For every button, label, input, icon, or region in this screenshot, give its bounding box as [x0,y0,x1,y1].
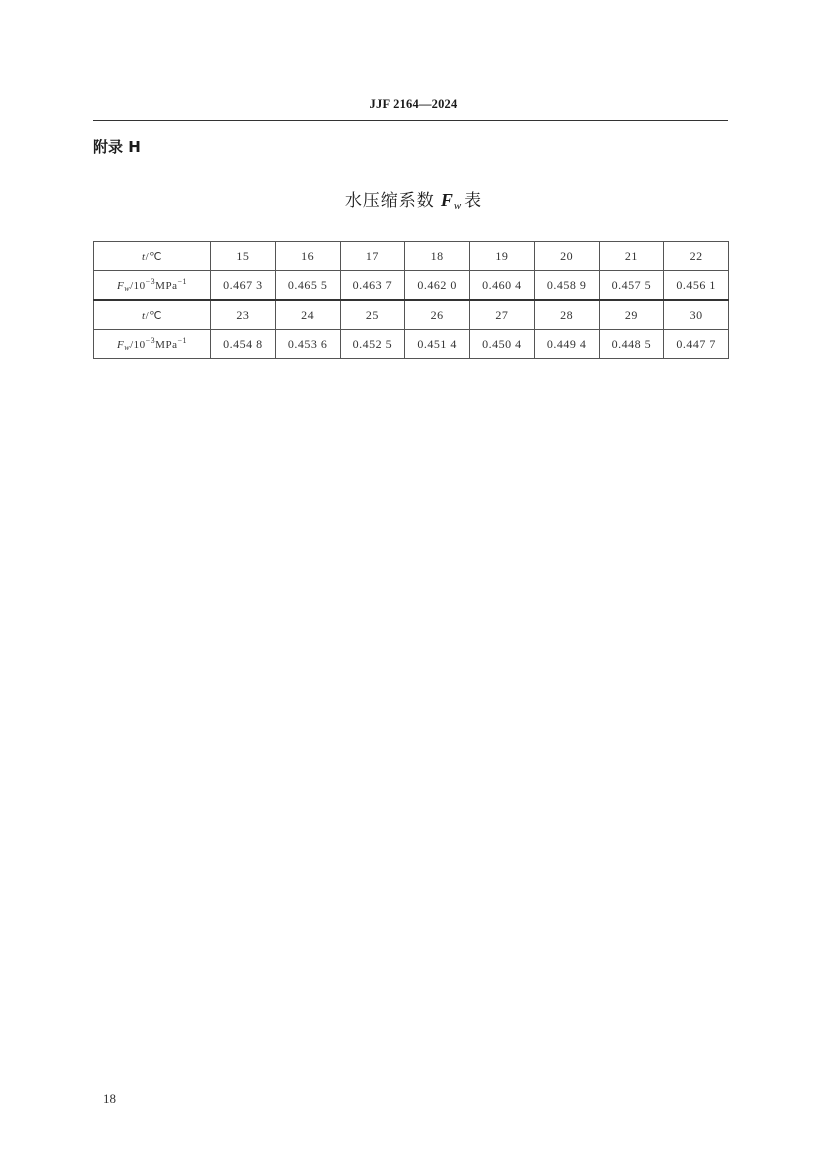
header-rule [93,120,728,121]
appendix-label: 附录 H [93,138,141,156]
table-cell: 27 [470,300,535,330]
table-cell: 20 [534,242,599,271]
table-cell: 21 [599,242,664,271]
table-cell: 0.462 0 [405,271,470,301]
table-row-fw-1 [94,271,729,301]
table-cell: 24 [275,300,340,330]
table-cell: 0.452 5 [340,330,405,359]
table-cell: 0.457 5 [599,271,664,301]
table-cell: 22 [664,242,729,271]
table-cell: 0.447 7 [664,330,729,359]
table-cell: 26 [405,300,470,330]
table-cell: 17 [340,242,405,271]
table-title-text: 水压缩系数 [344,191,435,211]
table-title-subscript: w [453,200,463,212]
table-cell: 0.467 3 [211,271,276,301]
table-row-temperature-2 [94,300,729,330]
row-label-temperature: t/℃ [94,242,211,271]
table-cell: 0.448 5 [599,330,664,359]
table-cell: 16 [275,242,340,271]
table-title-symbol: F [440,190,454,210]
table-cell: 18 [405,242,470,271]
table-cell: 0.465 5 [275,271,340,301]
page-number: 18 [103,1091,116,1106]
table-cell: 0.453 6 [275,330,340,359]
table-cell: 25 [340,300,405,330]
table-row-temperature-1 [94,242,729,271]
row-label-temperature: t/℃ [94,300,211,330]
table-cell: 0.449 4 [534,330,599,359]
table-cell: 0.463 7 [340,271,405,301]
table-cell: 0.456 1 [664,271,729,301]
table-row-fw-2 [94,330,729,359]
document-code: JJF 2164—2024 [369,97,458,111]
table-cell: 0.451 4 [405,330,470,359]
table-cell: 15 [211,242,276,271]
table-cell: 0.450 4 [470,330,535,359]
table-cell: 30 [664,300,729,330]
compressibility-table [93,241,729,359]
table-title-suffix: 表 [464,191,483,211]
table-cell: 28 [534,300,599,330]
row-label-fw: $Fw/10^{-3}MPa^{-1}$ [94,271,211,301]
row-label-fw: $Fw/10^{-3}MPa^{-1}$ [94,330,211,359]
table-title [0,186,827,212]
table-cell: 0.454 8 [211,330,276,359]
table-cell: 0.458 9 [534,271,599,301]
table-cell: 19 [470,242,535,271]
table-cell: 0.460 4 [470,271,535,301]
table-cell: 29 [599,300,664,330]
table-cell: 23 [211,300,276,330]
